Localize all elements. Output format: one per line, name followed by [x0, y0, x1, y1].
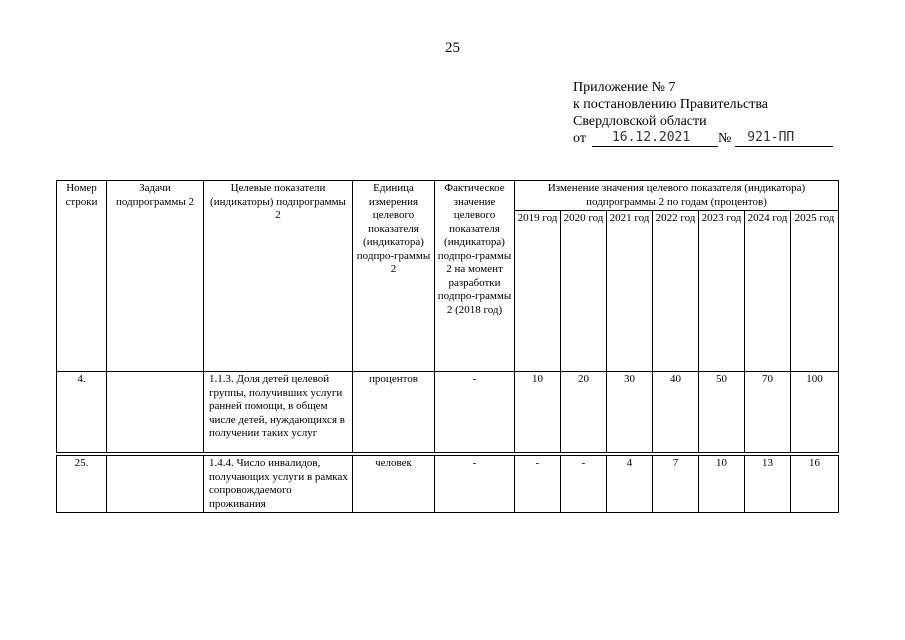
row-value-2022: 40 [653, 372, 699, 453]
row-value-2019: - [515, 456, 561, 513]
row-value-2024: 13 [745, 456, 791, 513]
row-value-2020: - [561, 456, 607, 513]
header-targets: Целевые показатели (индикаторы) подпрограммы 2 [204, 181, 353, 372]
row-value-2023: 50 [699, 372, 745, 453]
row-value-2025: 16 [791, 456, 839, 513]
row-number: 25. [57, 456, 107, 513]
row-value-2020: 20 [561, 372, 607, 453]
table-row [57, 372, 839, 453]
row-value-2022: 7 [653, 456, 699, 513]
row-value-2024: 70 [745, 372, 791, 453]
row-value-2021: 30 [607, 372, 653, 453]
header-year-2019: 2019 год [515, 211, 561, 372]
row-actual: - [435, 372, 515, 453]
header-year-2025: 2025 год [791, 211, 839, 372]
appendix-date-number-line [573, 130, 833, 147]
header-year-2022: 2022 год [653, 211, 699, 372]
header-row [57, 181, 839, 211]
header-unit: Единица измерения целевого показателя (индикатора) подпро-граммы 2 [353, 181, 435, 372]
row-value-2023: 10 [699, 456, 745, 513]
page-number: 25 [445, 40, 460, 56]
row-indicator: 1.4.4. Число инвалидов, получающих услуги в рамках сопровождаемого проживания [204, 456, 353, 513]
header-year-2021: 2021 год [607, 211, 653, 372]
resolution-date: 16.12.2021 [611, 130, 691, 145]
indicators-table [56, 180, 839, 513]
from-label: от [573, 131, 586, 146]
appendix-region-line: Свердловской области [573, 114, 707, 129]
row-actual: - [435, 456, 515, 513]
number-field [735, 131, 833, 147]
row-unit: человек [353, 456, 435, 513]
table-row [57, 456, 839, 513]
row-number: 4. [57, 372, 107, 453]
header-actual: Фактическое значение целевого показателя (индикатора) подпро-граммы 2 на момент разработки подпро-граммы 2 (2018 год) [435, 181, 515, 372]
number-label: № [717, 131, 732, 146]
row-task [107, 456, 204, 513]
header-change-by-year: Изменение значения целевого показателя (индикатора) подпрограммы 2 по годам (процентов) [515, 181, 839, 211]
row-value-2021: 4 [607, 456, 653, 513]
appendix-resolution-line: к постановлению Правительства [573, 97, 769, 112]
row-task [107, 372, 204, 453]
row-value-2025: 100 [791, 372, 839, 453]
resolution-number: 921-ПП [747, 130, 795, 145]
header-year-2023: 2023 год [699, 211, 745, 372]
row-value-2019: 10 [515, 372, 561, 453]
row-indicator: 1.1.3. Доля детей целевой группы, получивших услуги ранней помощи, в общем числе детей, нуждающихся в получении таких услуг [204, 372, 353, 453]
row-unit: процентов [353, 372, 435, 453]
date-field [592, 131, 718, 147]
header-row-number: Номер строки [57, 181, 107, 372]
appendix-title: Приложение № 7 [573, 80, 676, 95]
header-tasks: Задачи подпрограммы 2 [107, 181, 204, 372]
header-year-2024: 2024 год [745, 211, 791, 372]
header-year-2020: 2020 год [561, 211, 607, 372]
appendix-block [573, 79, 833, 147]
